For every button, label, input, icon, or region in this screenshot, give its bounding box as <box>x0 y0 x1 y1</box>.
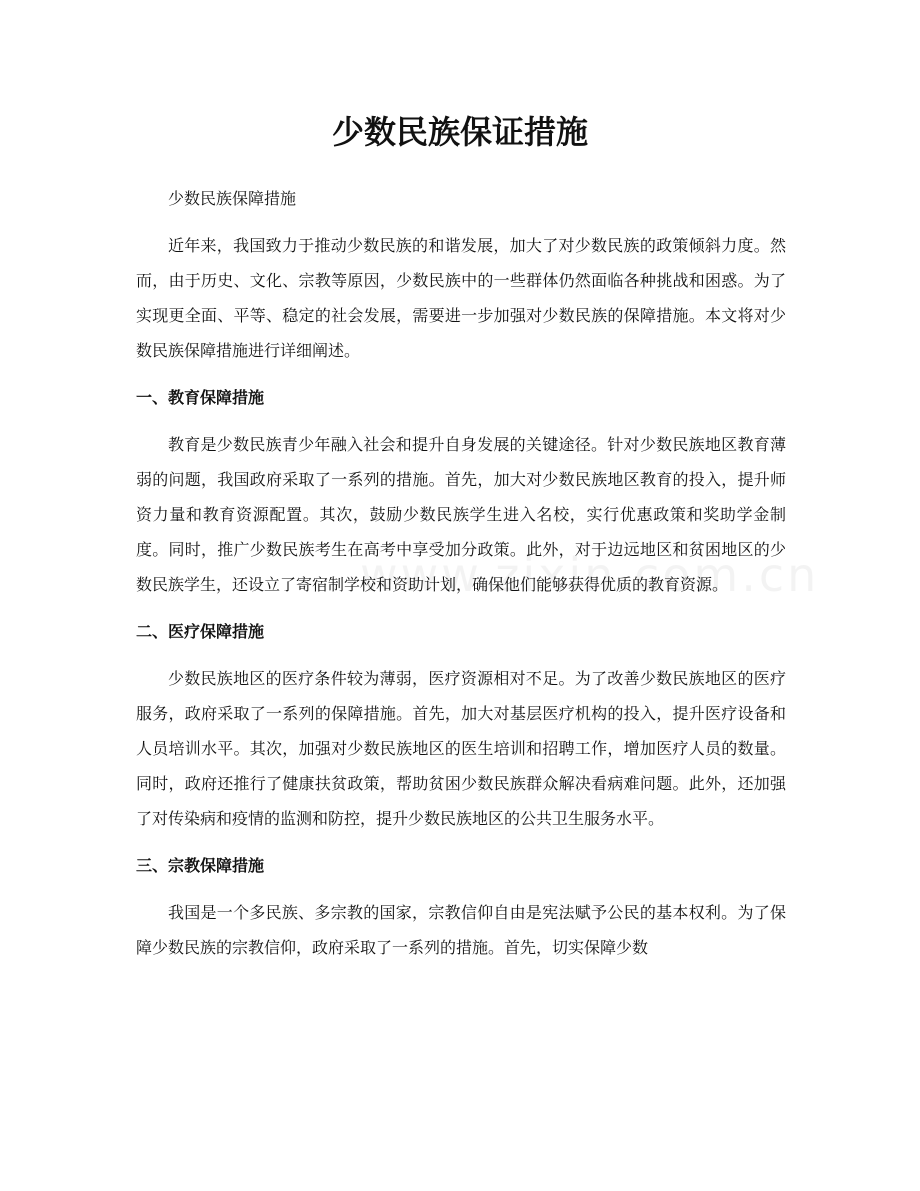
section-body-medical: 少数民族地区的医疗条件较为薄弱，医疗资源相对不足。为了改善少数民族地区的医疗服务，政府采取了一系列的保障措施。首先，加大对基层医疗机构的投入，提升医疗设备和人员培训水平。其次，加强对少数民族地区的医生培训和招聘工作，增加医疗人员的数量。同时，政府还推行了健康扶贫政策，帮助贫困少数民族群众解决看病难问题。此外，还加强了对传染病和疫情的监测和防控，提升少数民族地区的公共卫生服务水平。 <box>136 669 786 828</box>
section-body-education: 教育是少数民族青少年融入社会和提升自身发展的关键途径。针对少数民族地区教育薄弱的问题，我国政府采取了一系列的措施。首先，加大对少数民族地区教育的投入，提升师资力量和教育资源配置。其次，鼓励少数民族学生进入名校，实行优惠政策和奖助学金制度。同时，推广少数民族考生在高考中享受加分政策。此外，对于边远地区和贫困地区的少数民族学生，还设立了寄宿制学校和资助计划，确保他们能够获得优质的教育资源。 <box>136 435 786 594</box>
document-body <box>136 181 786 965</box>
section-body-religion: 我国是一个多民族、多宗教的国家，宗教信仰自由是宪法赋予公民的基本权利。为了保障少数民族的宗教信仰，政府采取了一系列的措施。首先，切实保障少数 <box>136 903 786 957</box>
section-heading-education: 一、教育保障措施 <box>136 388 265 407</box>
section-heading-religion: 三、宗教保障措施 <box>136 856 265 875</box>
intro-paragraph: 近年来，我国致力于推动少数民族的和谐发展，加大了对少数民族的政策倾斜力度。然而，由于历史、文化、宗教等原因，少数民族中的一些群体仍然面临各种挑战和困惑。为了实现更全面、平等、稳定的社会发展，需要进一步加强对少数民族的保障措施。本文将对少数民族保障措施进行详细阐述。 <box>136 236 786 360</box>
section-heading-medical: 二、医疗保障措施 <box>136 622 265 641</box>
document-subtitle: 少数民族保障措施 <box>168 189 297 208</box>
page-title: 少数民族保证措施 <box>331 113 588 151</box>
